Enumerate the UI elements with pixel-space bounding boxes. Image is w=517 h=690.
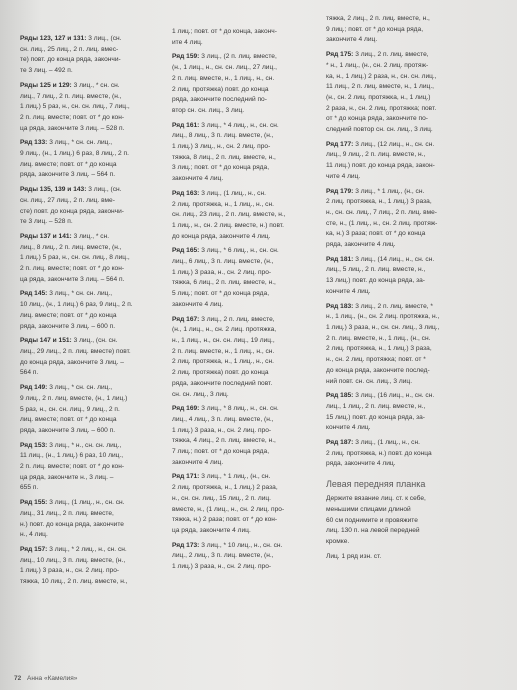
row-text: 3 лиц., 2 п. лиц. вместе, * н., 1 лиц., (н., сн. 2 лиц. протяжка, н., 1 лиц.) 3 раза, н., сн. сн. лиц., 3 лиц., 2 п. лиц. вместе, н., 1 лиц., (н., сн. 2 лиц. протяжка, н., 1 лиц.) 3 раза, н., сн. 2 лиц. протяжка; повт. от * до конца ряда, закончите послед- ний повт. сн. сн. лиц., 3 лиц. (326, 302, 440, 385)
row-text: 3 лиц., (2 п. лиц. вместе, (н., 1 лиц., н., сн. сн. лиц., 27 лиц., 2 п. лиц. вместе, н., 1 лиц., н., сн. 2 лиц. протяжка) повт. до конца ряда, закончите последний по- втор сн. сн. лиц., 3 лиц. (172, 53, 277, 114)
page-number: 72 (14, 675, 22, 682)
row-label: Ряд 179: (326, 187, 354, 195)
row-text: 3 лиц., (1 лиц., н., сн. сн. лиц., 31 лиц., 2 п. лиц. вместе, н.) повт. до конца ряда, закончите н., 4 лиц. (20, 499, 125, 539)
row-label: Ряд 149: (20, 384, 48, 392)
row-text: тяжка, 2 лиц., 2 п. лиц. вместе, н., 9 лиц.; повт. от * до конца ряда, закончите 4 лиц. (326, 15, 430, 44)
row-instruction (20, 498, 170, 541)
row-text: 3 лиц., (сн. сн. лиц., 27 лиц., 2 п. лиц. вме- сте) повт. до конца ряда, закончи- те 3 лиц. – 528 п. (20, 186, 124, 226)
row-instruction (20, 81, 170, 135)
row-text: 3 лиц., * сн. сн. лиц., 9 лиц., 2 п. лиц. вместе, (н., 1 лиц.) 5 раз, н., сн. сн. лиц., 9 лиц., 2 п. лиц. вместе; повт. от * до конца ряда, закончите 3 лиц. – 600 п. (20, 384, 128, 434)
row-instruction (326, 140, 476, 183)
row-text: 3 лиц., 2 п. лиц. вместе, (н., 1 лиц., н., сн. 2 лиц. протяжка, н., 1 лиц., н., сн. сн. лиц., 19 лиц., 2 п. лиц. вместе, н., 1 лиц., н., сн. 2 лиц. протяжка, н., 1 лиц., н., сн. 2 лиц. протяжка) повт. до конца ряда, закончите последний повт. сн. сн. лиц., 3 лиц. (172, 315, 277, 398)
column-3-entries (326, 14, 476, 470)
row-instruction (172, 189, 322, 243)
row-instruction (20, 138, 170, 181)
row-text: 3 лиц., (сн. сн. лиц., 25 лиц., 2 п. лиц. вмес- те) повт. до конца ряда, закончи- те 3 лиц. – 492 п. (20, 35, 122, 75)
row-text: 3 лиц., * 8 лиц., н., сн. сн. лиц., 4 лиц., 3 п. лиц. вместе, (н., 1 лиц.) 3 раза, н., сн. 2 лиц. про- тяжка, 4 лиц., 2 п. лиц. вместе, н., 7 лиц.; повт. от * до конца ряда, закончите 4 лиц. (172, 405, 279, 466)
row-instruction (20, 232, 170, 286)
row-label: Ряд 173: (172, 541, 200, 549)
row-text: 3 лиц., * 1 лиц., (н., сн. 2 лиц. протяжка, н., 1 лиц.) 3 раза, н., сн. сн. лиц., 7 лиц., 2 п. лиц. вме- сте, н., (1 лиц., н., сн. 2 лиц. протяж- ка, н.) 3 раза; повт. от * до конца ряда, закончите 4 лиц. (326, 187, 438, 249)
row-label: Ряд 145: (20, 290, 48, 298)
column-2 (172, 27, 322, 577)
row-label: Ряд 165: (172, 247, 200, 255)
row-text: 3 лиц., * 4 лиц., н., сн. сн. лиц., 8 лиц., 3 п. лиц. вместе, (н., 1 лиц.) 3 лиц., н., сн. 2 лиц. про- тяжка, 8 лиц., 2 п. лиц. вместе, н., 3 лиц.; повт. от * до конца ряда, закончите 4 лиц. (172, 121, 279, 183)
row-label: Ряд 185: (326, 392, 354, 400)
row-instruction (20, 441, 170, 495)
row-label: Ряды 135, 139 и 143: (20, 186, 87, 194)
row-instruction (20, 34, 170, 77)
row-instruction (20, 185, 170, 228)
row-text: 3 лиц., (сн. сн. лиц., 29 лиц., 2 п. лиц. вместе) повт. до конца ряда, закончите 3 лиц. – 564 п. (20, 337, 131, 377)
row-instruction (326, 391, 476, 434)
row-instruction (172, 541, 322, 573)
row-label: Ряд 161: (172, 121, 200, 129)
row-label: Ряд 157: (20, 545, 48, 553)
row-label: Ряд 133: (20, 139, 48, 147)
row-label: Ряд 163: (172, 189, 200, 197)
row-instruction (172, 27, 322, 48)
row-instruction (172, 246, 322, 310)
row-label: Ряды 125 и 129: (20, 81, 72, 89)
row-text: 3 лиц., 2 п. лиц. вместе, * н., 1 лиц., (н., сн. 2 лиц. протяж- ка, н., 1 лиц.) 2 раза, н., сн. сн. лиц., 11 лиц., 2 п. лиц. вместе, н., 1 лиц., (н., сн. 2 лиц. протяжка, н., 1 лиц.) 2 раза, н., сн. 2 лиц. протяжка; повт. от * до конца ряда, закончите по- следний повтор сн. сн. лиц., 3 лиц. (326, 51, 437, 134)
row-text: 3 лиц., * сн. сн. лиц., 10 лиц., (н., 1 лиц.) 6 раз, 9 лиц., 2 п. лиц. вместе; повт. от * до конца ряда, закончите 3 лиц. – 600 п. (20, 290, 133, 330)
row-instruction (20, 383, 170, 437)
row-label: Ряд 159: (172, 53, 200, 61)
row-instruction (20, 289, 170, 332)
row-instruction (172, 315, 322, 401)
row-label: Ряд 155: (20, 499, 48, 507)
row-text: 3 лиц., * 1 лиц., (н., сн. 2 лиц. протяжка, н., 1 лиц.) 2 раза, н., сн. сн. лиц., 15 лиц., 2 п. лиц. вместе, н., (1 лиц., н., сн. 2 лиц. про- тяжка, н.) 2 раза; повт. от * до кон- ца ряда, закончите 4 лиц. (172, 473, 285, 534)
row-instruction (326, 302, 476, 388)
row-text: 3 лиц., (1 лиц., н., сн. 2 лиц. протяжка, н., 1 лиц., н., сн. сн. лиц., 23 лиц., 2 п. лиц. вместе, н., 1 лиц., н., сн. 2 лиц. вместе, н.) повт. до конца ряда, закончите 4 лиц. (172, 189, 286, 240)
row-instruction (326, 50, 476, 136)
row-label: Ряды 147 и 151: (20, 337, 72, 345)
row-label: Ряд 175: (326, 51, 354, 59)
magazine-name: Анна «Камелия» (27, 675, 78, 682)
row-label: Ряды 137 и 141: (20, 232, 72, 240)
row-instruction (326, 187, 476, 251)
row-label: Ряд 169: (172, 405, 200, 413)
row-label: Ряд 187: (326, 439, 354, 447)
row-instruction (172, 52, 322, 116)
column-1 (20, 34, 170, 592)
row-instruction (326, 255, 476, 298)
row-instruction (326, 438, 476, 470)
row-label: Ряды 123, 127 и 131: (20, 35, 87, 42)
row-text: 3 лиц., (16 лиц., н., сн. сн. лиц., 1 лиц., 2 п. лиц. вместе, н., 15 лиц.) повт. до конца ряда, за- кончите 4 лиц. (326, 392, 435, 432)
row-instruction (172, 121, 322, 185)
page-footer (14, 675, 77, 682)
row-label: Ряд 167: (172, 315, 200, 323)
section-last-line: Лиц. 1 ряд изн. ст. (326, 552, 382, 560)
column-3 (326, 14, 476, 566)
section-title: Левая передняя планка (326, 479, 426, 490)
row-label: Ряд 177: (326, 140, 354, 148)
row-instruction (172, 404, 322, 468)
row-text: 3 лиц., * 10 лиц., н., сн. сн. лиц., 2 лиц., 3 п. лиц. вместе, (н., 1 лиц.) 3 раза, н., сн. 2 лиц. про- (172, 541, 283, 571)
section-instructions: Держите вязание лиц. ст. к себе, меньшими спицами длиной 60 см поднимите и провяжите лиц. 130 п. на левой передней кромке. (326, 495, 426, 545)
row-text: 3 лиц., * 6 лиц., н., сн. сн. лиц., 6 лиц., 3 п. лиц. вместе, (н., 1 лиц.) 3 раза, н., сн. 2 лиц. про- тяжка, 6 лиц., 2 п. лиц. вместе, н., 5 лиц.; повт. от * до конца ряда, закончите 4 лиц. (172, 247, 279, 308)
row-text: 3 лиц., * 2 лиц., н., сн. сн. лиц., 10 лиц., 3 п. лиц. вместе, (н., 1 лиц.) 3 раза, н., сн. 2 лиц. про- тяжка, 10 лиц., 2 п. лиц. вместе, н., (20, 545, 128, 586)
row-label: Ряд 181: (326, 255, 354, 263)
row-text: 3 лиц., * сн. сн. лиц., 9 лиц., (н., 1 лиц.) 6 раз, 8 лиц., 2 п. лиц. вместе; повт. от * до конца ряда, закончите 3 лиц. – 564 п. (20, 139, 129, 179)
row-label: Ряд 171: (172, 473, 200, 481)
row-text: 1 лиц.; повт. от * до конца, законч- ите 4 лиц. (172, 28, 277, 46)
row-label: Ряд 153: (20, 441, 48, 449)
row-text: 3 лиц., (14 лиц., н., сн. сн. лиц., 5 лиц., 2 п. лиц. вместе, н., 13 лиц.) повт. до конца ряда, за- кончите 4 лиц. (326, 255, 435, 295)
row-instruction (326, 14, 476, 46)
row-instruction (20, 545, 170, 588)
row-instruction (172, 472, 322, 536)
row-text: 3 лиц., * сн. сн. лиц., 7 лиц., 2 п. лиц. вместе, (н., 1 лиц.) 5 раз, н., сн. сн. лиц., 7 лиц., 2 п. лиц. вместе; повт. от * до кон- ца ряда, закончите 3 лиц. – 528 п. (20, 81, 130, 132)
row-text: 3 лиц., * н., сн. сн. лиц., 11 лиц., (н., 1 лиц.) 6 раз, 10 лиц., 2 п. лиц. вместе; повт. от * до кон- ца ряда, закончите н., 3 лиц. – 655 п. (20, 441, 125, 492)
row-text: 3 лиц., (12 лиц., н., сн. сн. лиц., 9 лиц., 2 п. лиц. вместе, н., 11 лиц.) повт. до конца ряда, закон- чите 4 лиц. (326, 140, 435, 180)
row-instruction (20, 336, 170, 379)
row-text: 3 лиц., (1 лиц., н., сн. 2 лиц. протяжка, н.) повт. до конца ряда, закончите 4 лиц. (326, 439, 432, 468)
row-label: Ряд 183: (326, 302, 354, 310)
row-text: 3 лиц., * сн. лиц., 8 лиц., 2 п. лиц. вместе, (н., 1 лиц.) 5 раз, н., сн. сн. лиц., 8 лиц., 2 п. лиц. вместе; повт. от * до кон- ца ряда, закончите 3 лиц. – 564 п. (20, 232, 130, 283)
